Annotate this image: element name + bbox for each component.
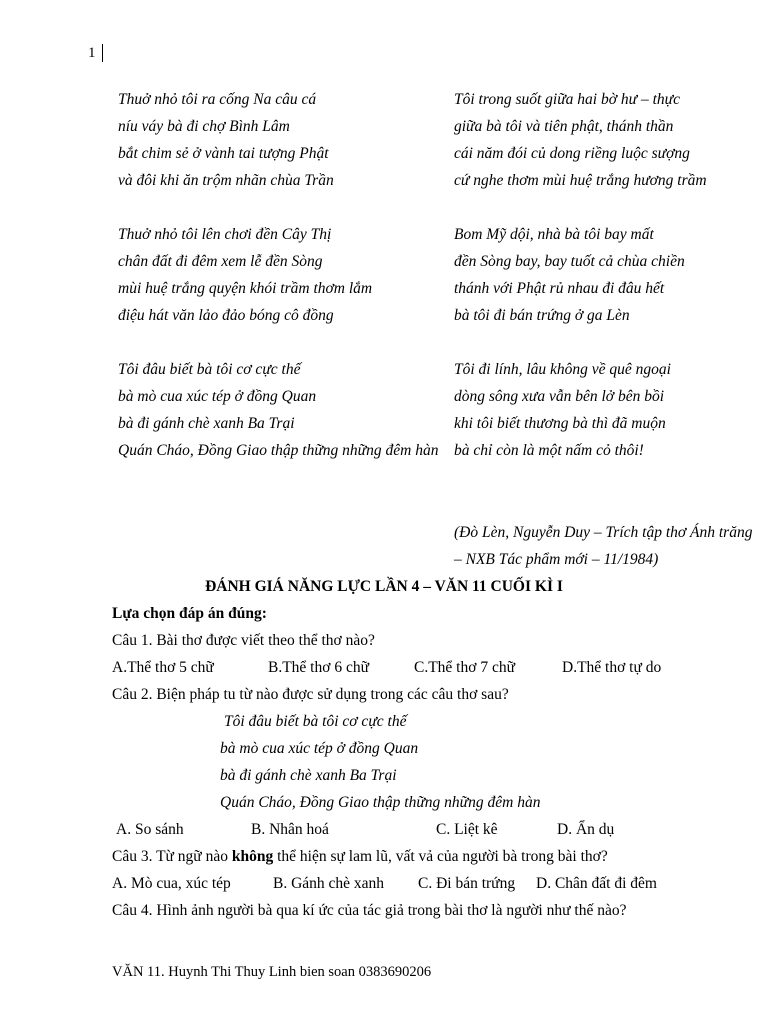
- poem-line: bà mò cua xúc tép ở đồng Quan: [118, 388, 317, 405]
- q3-option-c: C. Đi bán trứng: [418, 875, 516, 892]
- poem-line: mùi huệ trắng quyện khói trầm thơm lắm: [118, 280, 373, 297]
- question-4: Câu 4. Hình ảnh người bà qua kí ức của tác giả trong bài thơ là người như thế nào?: [112, 902, 627, 919]
- poem-line: đền Sòng bay, bay tuốt cả chùa chiền: [454, 253, 685, 270]
- q1-option-b: B.Thể thơ 6 chữ: [268, 659, 369, 676]
- question-3: [112, 843, 732, 870]
- poem-line: giữa bà tôi và tiên phật, thánh thần: [454, 118, 674, 135]
- poem-line: Bom Mỹ dội, nhà bà tôi bay mất: [454, 226, 654, 243]
- question-1: Câu 1. Bài thơ được viết theo thể thơ nào?: [112, 632, 375, 649]
- poem-line: Tôi trong suốt giữa hai bờ hư – thực: [454, 91, 680, 108]
- q1-option-a: A.Thể thơ 5 chữ: [112, 659, 214, 676]
- poem-line: và đôi khi ăn trộm nhãn chùa Trần: [118, 172, 334, 189]
- page-footer: VĂN 11. Huynh Thi Thuy Linh bien soan 0383690206: [112, 964, 432, 980]
- q3-option-b: B. Gánh chè xanh: [273, 875, 385, 892]
- q2-quote-line: bà đi gánh chè xanh Ba Trại: [220, 767, 397, 784]
- q2-option-d: D. Ẩn dụ: [557, 821, 615, 838]
- q3-option-d: D. Chân đất đi đêm: [536, 875, 657, 892]
- q3-emphasis: không: [231, 848, 274, 865]
- poem-line: dòng sông xưa vẫn bên lở bên bồi: [454, 388, 665, 405]
- q2-quote-line: bà mò cua xúc tép ở đồng Quan: [220, 740, 419, 757]
- poem-line: chân đất đi đêm xem lễ đền Sòng: [118, 253, 323, 270]
- q2-option-a: A. So sánh: [116, 821, 184, 838]
- poem-line: khi tôi biết thương bà thì đã muộn: [454, 415, 666, 432]
- poem-line: Thuở nhỏ tôi ra cống Na câu cá: [118, 91, 317, 108]
- poem-line: Thuở nhỏ tôi lên chơi đền Cây Thị: [118, 226, 332, 243]
- poem-line: thánh với Phật rủ nhau đi đâu hết: [454, 280, 665, 297]
- q2-option-b: B. Nhân hoá: [251, 821, 329, 838]
- q3-text-suffix: thể hiện sự lam lũ, vất vả của người bà trong bài thơ?: [273, 848, 608, 865]
- poem-line: Quán Cháo, Đồng Giao thập thững những đêm hàn: [118, 442, 439, 459]
- poem-line: bà tôi đi bán trứng ở ga Lèn: [454, 307, 630, 324]
- poem-line: níu váy bà đi chợ Bình Lâm: [118, 118, 290, 135]
- exam-body: [112, 600, 732, 924]
- poem-line: cái năm đói củ dong riềng luộc sượng: [454, 145, 690, 162]
- q1-option-d: D.Thể thơ tự do: [562, 659, 662, 676]
- poem-line: Tôi đâu biết bà tôi cơ cực thế: [118, 361, 301, 378]
- poem-line: điệu hát văn lảo đảo bóng cô đồng: [118, 307, 334, 324]
- instruction: Lựa chọn đáp án đúng:: [112, 605, 267, 622]
- poem-line: Tôi đi lính, lâu không về quê ngoại: [454, 361, 671, 378]
- question-2-options: [112, 816, 732, 843]
- q3-text-prefix: Câu 3. Từ ngữ nào: [112, 848, 232, 865]
- q3-option-a: A. Mò cua, xúc tép: [112, 875, 231, 892]
- poem-line: bà đi gánh chè xanh Ba Trại: [118, 415, 295, 432]
- q1-option-c: C.Thể thơ 7 chữ: [414, 659, 515, 676]
- poem-line: bắt chim sẻ ở vành tai tượng Phật: [118, 145, 329, 162]
- poem-left-column: [118, 86, 448, 464]
- exam-title: ĐÁNH GIÁ NĂNG LỰC LẦN 4 – VĂN 11 CUỐI KÌ I: [205, 578, 563, 595]
- q2-option-c: C. Liệt kê: [436, 821, 498, 838]
- poem-line: bà chỉ còn là một nấm cỏ thôi!: [454, 442, 644, 459]
- question-3-options: [112, 870, 732, 897]
- q2-quote-line: Tôi đâu biết bà tôi cơ cực thế: [224, 713, 407, 730]
- q2-quote-line: Quán Cháo, Đồng Giao thập thững những đêm hàn: [220, 794, 541, 811]
- question-2: Câu 2. Biện pháp tu từ nào được sử dụng trong các câu thơ sau?: [112, 686, 509, 703]
- question-1-options: [112, 654, 732, 681]
- page-number: 1: [88, 44, 103, 62]
- poem-source-citation: (Đò Lèn, Nguyễn Duy – Trích tập thơ Ánh trăng – NXB Tác phẩm mới – 11/1984): [454, 524, 753, 568]
- poem-right-column: [454, 86, 754, 464]
- poem-line: cứ nghe thơm mùi huệ trắng hương trầm: [454, 172, 707, 189]
